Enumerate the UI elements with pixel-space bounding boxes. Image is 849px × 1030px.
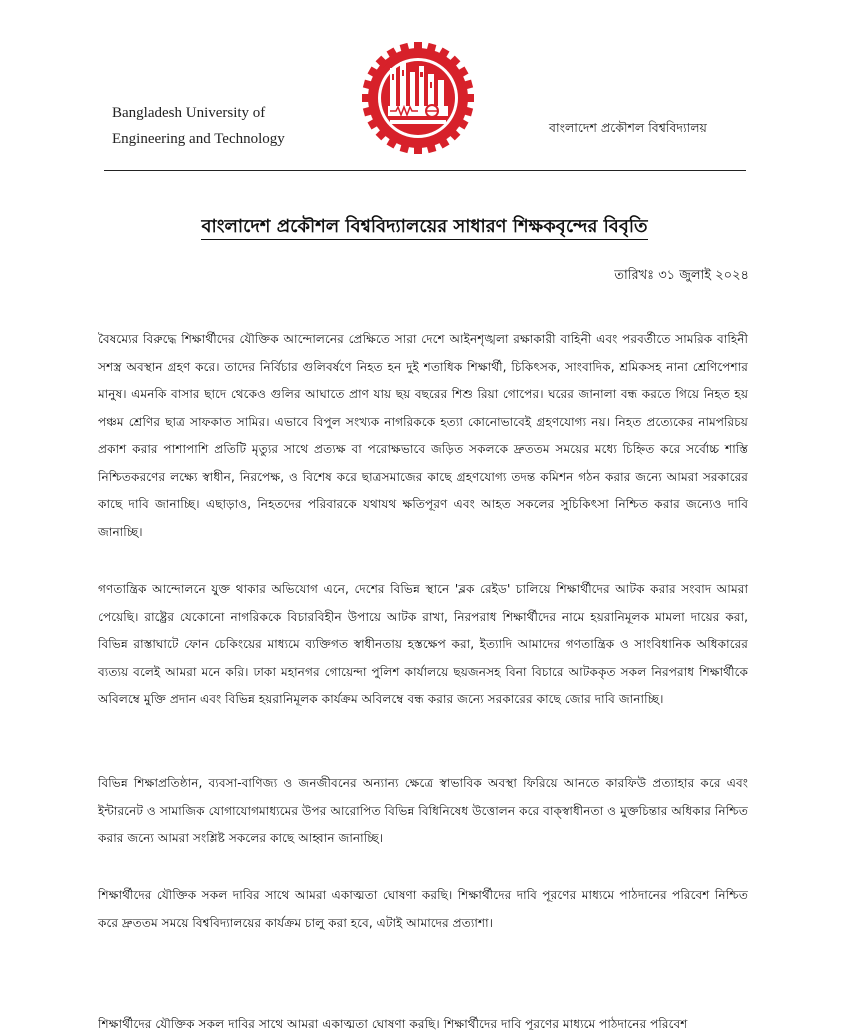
logo-gear-tooth	[464, 94, 474, 102]
university-name-line1: Bangladesh University of	[112, 105, 266, 121]
logo-gear-tooth	[414, 42, 422, 52]
buet-logo	[360, 40, 476, 156]
header-divider	[104, 170, 746, 171]
logo-gear-tooth	[362, 94, 372, 102]
university-name-english	[112, 100, 285, 152]
university-name-line2: Engineering and Technology	[112, 131, 285, 147]
university-name-bangla: বাংলাদেশ প্রকৌশল বিশ্ববিদ্যালয়	[549, 120, 707, 135]
paragraph-1: বৈষম্যের বিরুদ্ধে শিক্ষার্থীদের যৌক্তিক আন্দোলনের প্রেক্ষিতে সারা দেশে আইনশৃঙ্খলা রক্ষাকারী বাহিনী এবং পরবর্তীতে সামরিক বাহিনী সশস্ত্র অবস্থান গ্রহণ করে। তাদের নির্বিচার গুলিবর্ষণে নিহত হন দুই শতাধিক শিক্ষার্থী, চিকিৎসক, সাংবাদিক, শ্রমিকসহ নানা শ্রেণিপেশার মানুষ। এমনকি বাসার ছাদে থেকেও গুলির আঘাতে প্রাণ যায় ছয় বছরের শিশু রিয়া গোপের। ঘরের জানালা বন্ধ করতে গিয়ে নিহত হয় পঞ্চম শ্রেণির ছাত্র সাফকাত সামির। এভাবে বিপুল সংখ্যক নাগরিককে হত্যা কোনোভাবেই গ্রহণযোগ্য নয়। নিহত প্রত্যেকের নামপরিচয় প্রকাশ করার পাশাপাশি প্রতিটি মৃত্যুর সাথে প্রত্যক্ষ বা পরোক্ষভাবে জড়িত সকলকে দ্রুততম সময়ের মধ্যে চিহ্নিত করে সর্বোচ্চ শাস্তি নিশ্চিতকরণের লক্ষ্যে স্বাধীন, নিরপেক্ষ, ও বিশেষ করে ছাত্রসমাজের কাছে গ্রহণযোগ্য তদন্ত কমিশন গঠন করার জন্যে আমরা সরকারের কাছে দাবি জানাচ্ছি। এছাড়াও, নিহতদের পরিবারকে যথাযথ ক্ষতিপূরণ এবং আহত সকলের সুচিকিৎসা নিশ্চিত করার জন্যেও দাবি জানাচ্ছি।	[98, 332, 748, 539]
statement-title	[0, 212, 849, 243]
statement-date: তারিখঃ ৩১ জুলাই ২০২৪	[614, 268, 749, 283]
paragraph-4: শিক্ষার্থীদের যৌক্তিক সকল দাবির সাথে আমরা একাত্মতা ঘোষণা করছি। শিক্ষার্থীদের দাবি পূরণের মাধ্যমে পাঠদানের পরিবেশ নিশ্চিত করে দ্রুততম সময়ে বিশ্ববিদ্যালয়ের কার্যক্রম চালু করা হবে, এটাই আমাদের প্রত্যাশা।	[98, 888, 748, 930]
statement-title-text: বাংলাদেশ প্রকৌশল বিশ্ববিদ্যালয়ের সাধারণ শিক্ষকবৃন্দের বিবৃতি	[201, 216, 647, 240]
overflow-text-line: শিক্ষার্থীদের যৌক্তিক সকল দাবির সাথে আমরা একাত্মতা ঘোষণা করছি। শিক্ষার্থীদের দাবি পূরণের মাধ্যমে পাঠদানের পরিবেশ	[98, 1017, 688, 1030]
paragraph-2: গণতান্ত্রিক আন্দোলনে যুক্ত থাকার অভিযোগ এনে, দেশের বিভিন্ন স্থানে 'ব্লক রেইড' চালিয়ে শিক্ষার্থীদের আটক করার সংবাদ আমরা পেয়েছি। রাষ্ট্রের যেকোনো নাগরিককে বিচারবিহীন উপায়ে আটক রাখা, নিরপরাধ শিক্ষার্থীদের নামে হয়রানিমূলক মামলা দায়ের করা, বিভিন্ন রাস্তাঘাটে ফোন চেকিংয়ের মাধ্যমে ব্যক্তিগত স্বাধীনতায় হস্তক্ষেপ করা, ইত্যাদি আমাদের গণতান্ত্রিক ও সাংবিধানিক অধিকারের ব্যত্যয় বলেই আমরা মনে করি। ঢাকা মহানগর গোয়েন্দা পুলিশ কার্যালয়ে ছয়জনসহ বিনা বিচারে আটককৃত সকল নিরপরাধ শিক্ষার্থীকে অবিলম্বে মুক্তি প্রদান এবং বিভিন্ন হয়রানিমূলক কার্যক্রম অবিলম্বে বন্ধ করার জন্যে সরকারের কাছে জোর দাবি জানাচ্ছি।	[98, 582, 748, 706]
logo-gear-tooth	[414, 144, 422, 154]
paragraph-3: বিভিন্ন শিক্ষাপ্রতিষ্ঠান, ব্যবসা-বাণিজ্য ও জনজীবনের অন্যান্য ক্ষেত্রে স্বাভাবিক অবস্থা ফিরিয়ে আনতে কারফিউ প্রত্যাহার করে এবং ইন্টারনেট ও সামাজিক যোগাযোগমাধ্যমের উপর আরোপিত বিভিন্ন বিধিনিষেধ উত্তোলন করে বাক্স্বাধীনতা ও মুক্তচিন্তার অধিকার নিশ্চিত করার জন্যে আমরা সংশ্লিষ্ট সকলের কাছে আহ্বান জানাচ্ছি।	[98, 776, 748, 845]
